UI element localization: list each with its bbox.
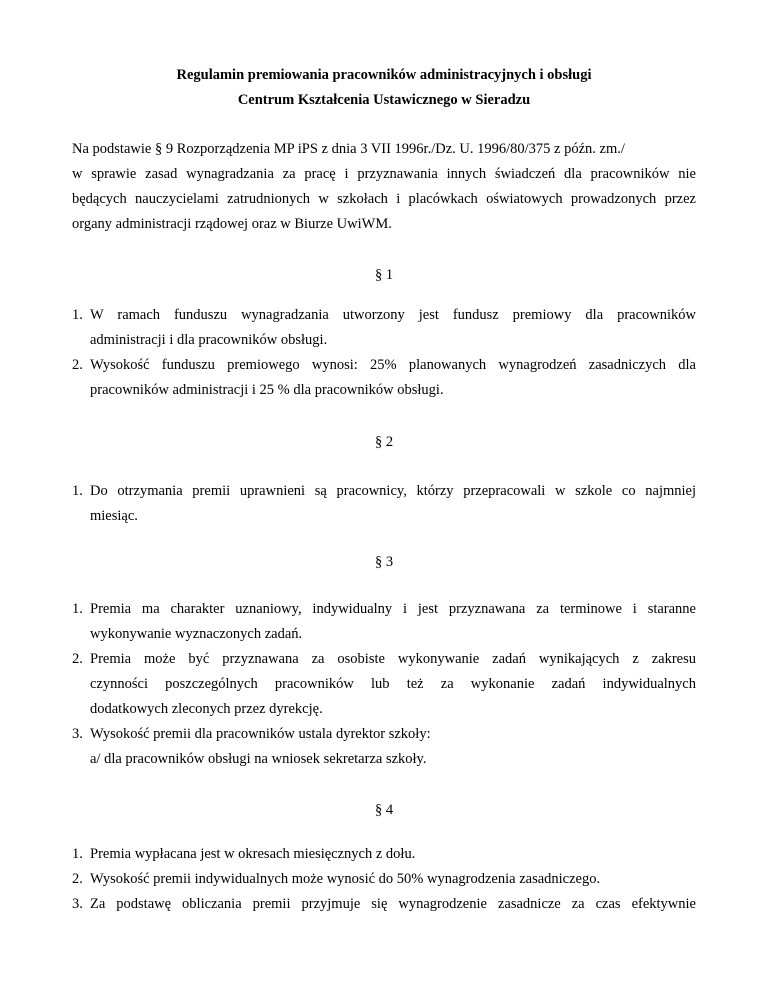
item-line: Premia może być przyznawana za osobiste wykonywanie zadań wynikających z zakresu: [90, 651, 696, 667]
item-number: 1.: [72, 846, 83, 862]
item-number: 3.: [72, 896, 83, 912]
item-line: administracji i dla pracowników obsługi.: [90, 332, 328, 348]
item-line: a/ dla pracowników obsługi na wniosek sekretarza szkoły.: [90, 751, 427, 767]
item-line: czynności poszczególnych pracowników lub też za wykonanie zadań indywidualnych: [90, 676, 696, 692]
section-heading-3: § 3: [374, 554, 394, 570]
item-line: W ramach funduszu wynagradzania utworzony jest fundusz premiowy dla pracowników: [90, 307, 696, 323]
intro-line: Na podstawie § 9 Rozporządzenia MP iPS z dnia 3 VII 1996r./Dz. U. 1996/80/375 z późn. zm./: [72, 141, 625, 157]
document-title-line-1: Regulamin premiowania pracowników administracyjnych i obsługi: [176, 67, 592, 83]
item-line: pracowników administracji i 25 % dla pracowników obsługi.: [90, 382, 444, 398]
section-heading-4: § 4: [374, 802, 394, 818]
item-number: 2.: [72, 357, 83, 373]
item-number: 2.: [72, 651, 83, 667]
item-line: Do otrzymania premii uprawnieni są pracownicy, którzy przepracowali w szkole co najmniej: [90, 483, 696, 499]
document-title-line-2: Centrum Kształcenia Ustawicznego w Sieradzu: [237, 92, 531, 108]
item-line: Wysokość premii dla pracowników ustala dyrektor szkoły:: [90, 726, 431, 742]
item-number: 3.: [72, 726, 83, 742]
item-line: wykonywanie wyznaczonych zadań.: [90, 626, 303, 642]
item-line: miesiąc.: [90, 508, 138, 524]
section-heading-2: § 2: [374, 434, 394, 450]
item-number: 1.: [72, 483, 83, 499]
intro-line: będących nauczycielami zatrudnionych w szkołach i placówkach oświatowych prowadzonych przez: [72, 191, 696, 207]
item-line: Premia ma charakter uznaniowy, indywidualny i jest przyznawana za terminowe i staranne: [90, 601, 696, 617]
section-heading-1: § 1: [374, 267, 394, 283]
item-line: Za podstawę obliczania premii przyjmuje się wynagrodzenie zasadnicze za czas efektywnie: [90, 896, 696, 912]
item-number: 1.: [72, 601, 83, 617]
intro-line: w sprawie zasad wynagradzania za pracę i przyznawania innych świadczeń dla pracowników nie: [72, 166, 696, 182]
item-line: dodatkowych zleconych przez dyrekcję.: [90, 701, 323, 717]
item-line: Wysokość funduszu premiowego wynosi: 25% planowanych wynagrodzeń zasadniczych dla: [90, 357, 696, 373]
item-line: Premia wypłacana jest w okresach miesięcznych z dołu.: [90, 846, 416, 862]
intro-line: organy administracji rządowej oraz w Biurze UwiWM.: [72, 216, 392, 232]
item-number: 1.: [72, 307, 83, 323]
item-line: Wysokość premii indywidualnych może wynosić do 50% wynagrodzenia zasadniczego.: [90, 871, 601, 887]
item-number: 2.: [72, 871, 83, 887]
